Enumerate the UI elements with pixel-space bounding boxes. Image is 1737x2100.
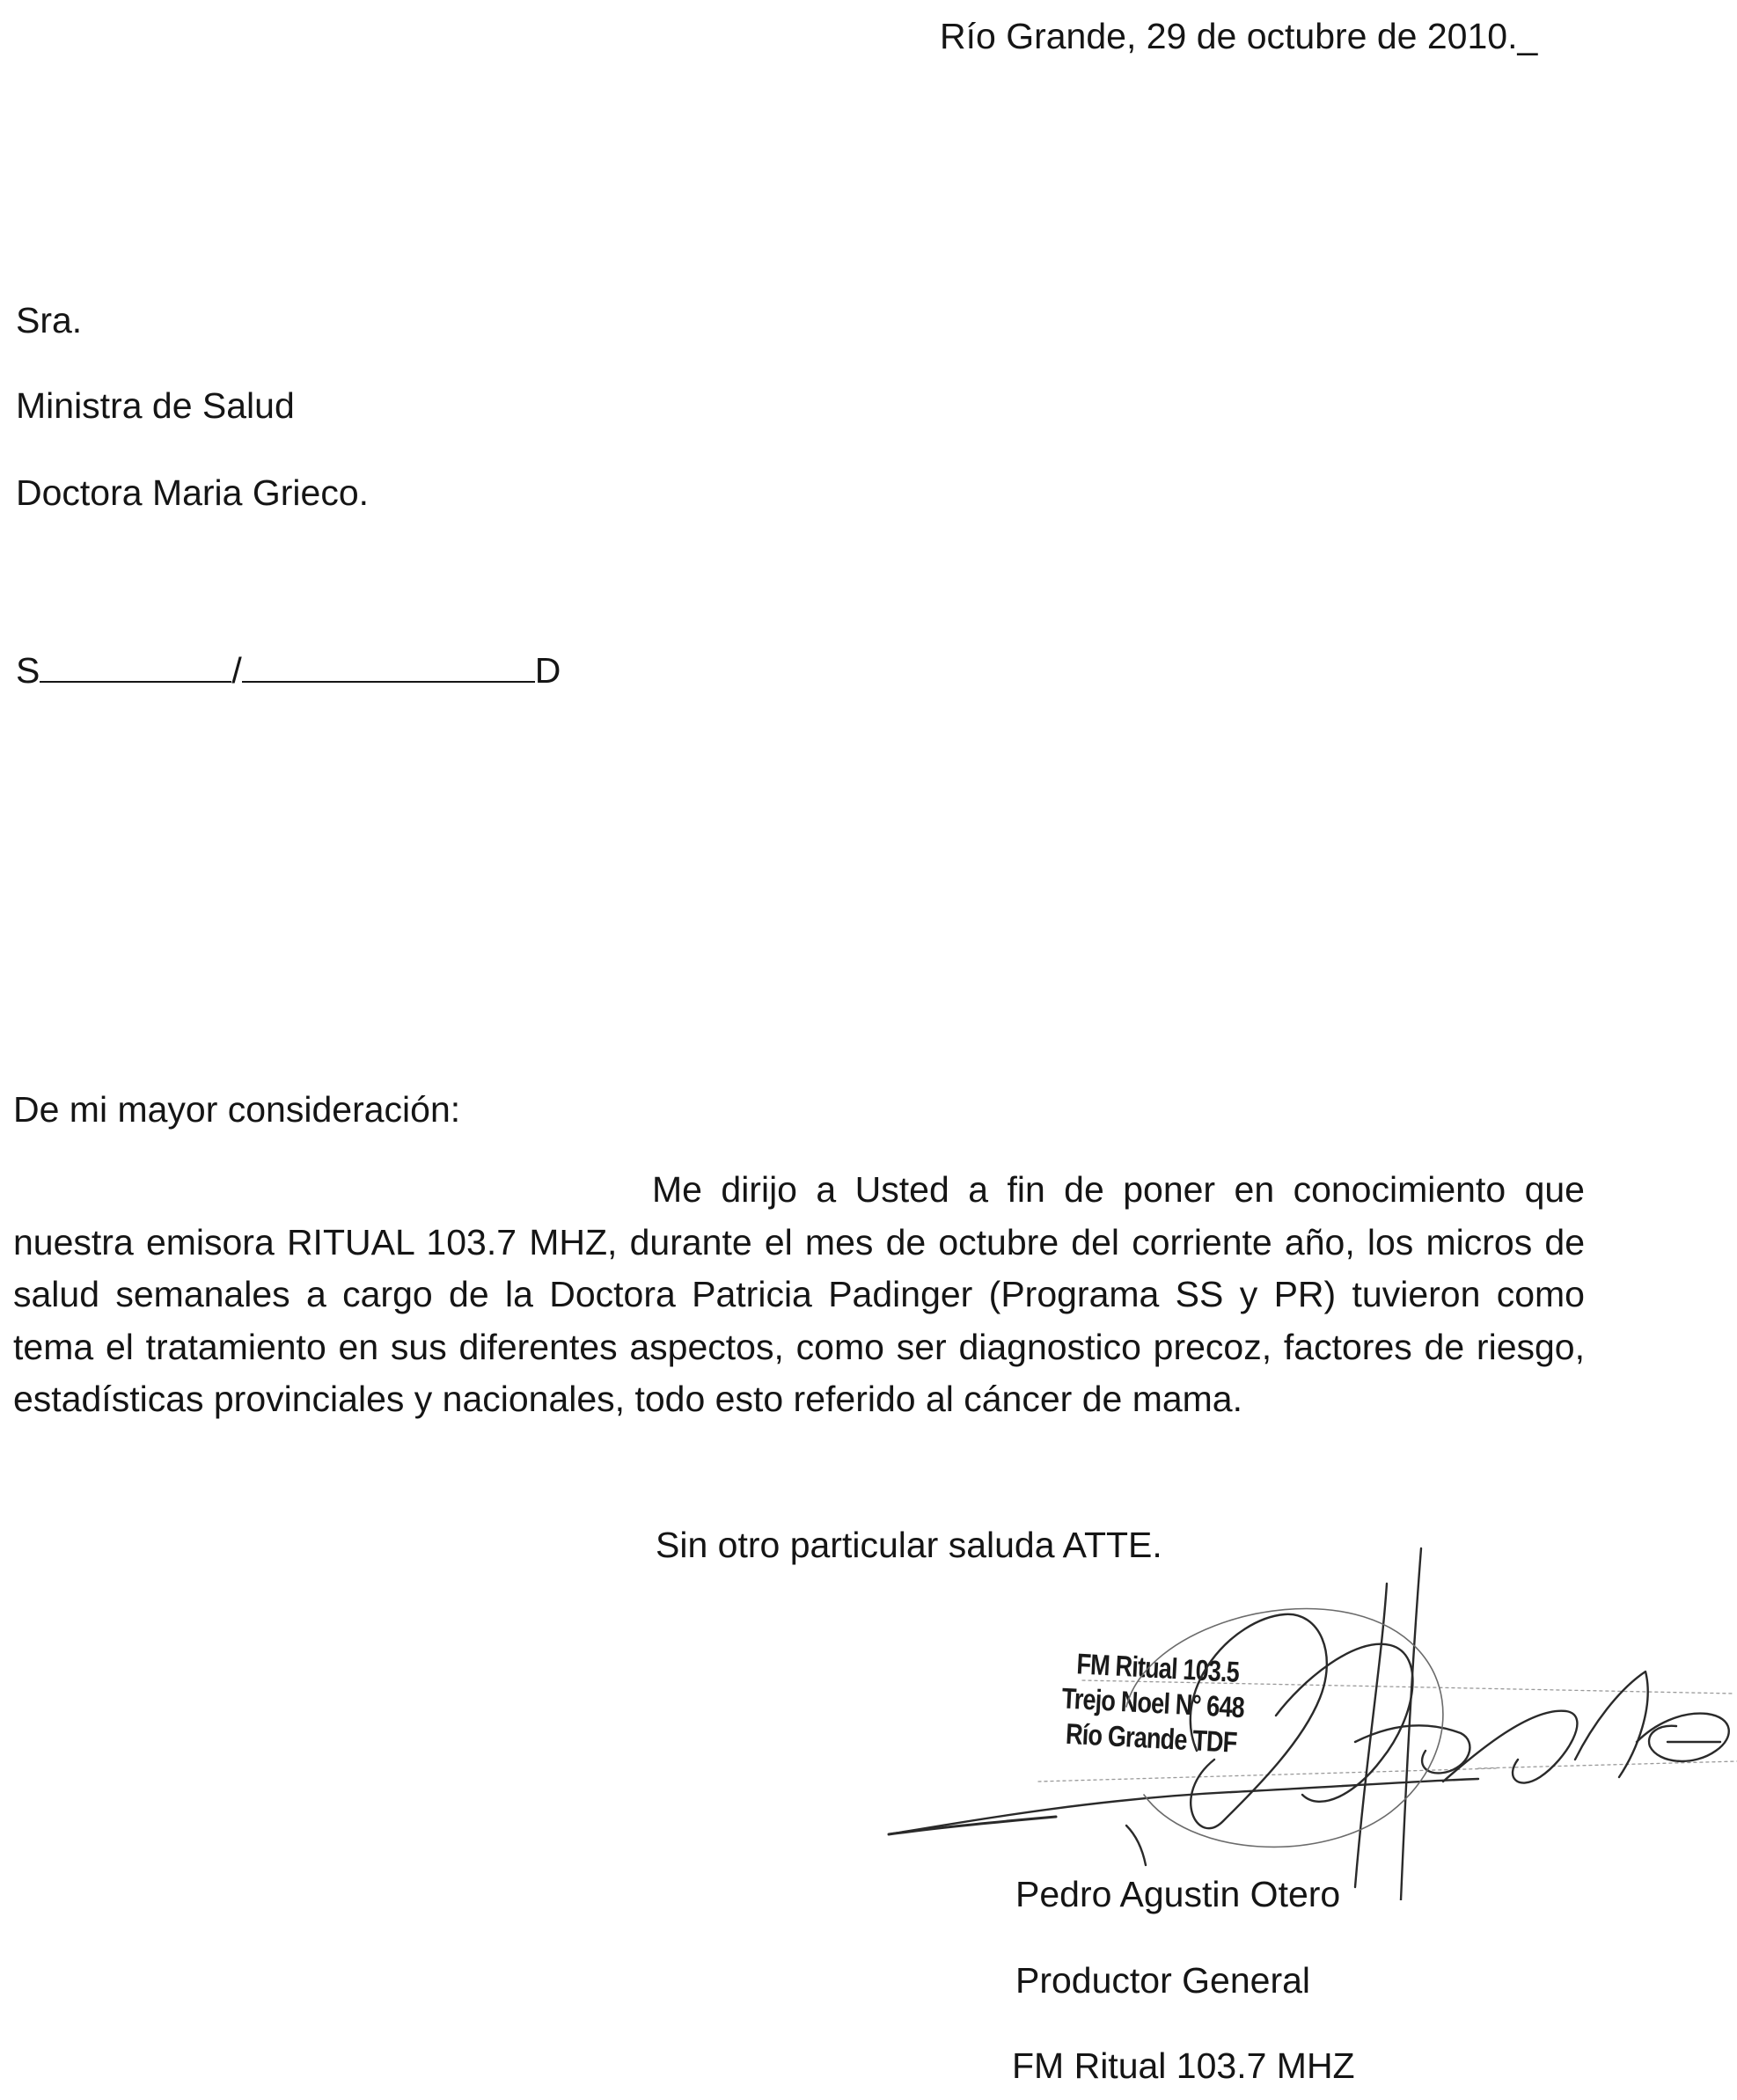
sd-slash: /	[231, 650, 242, 691]
sd-s: S	[16, 650, 40, 691]
signer-organization: FM Ritual 103.7 MHZ	[1012, 2045, 1355, 2086]
recipient-position: Ministra de Salud	[16, 385, 295, 426]
greeting: De mi mayor consideración:	[13, 1089, 461, 1130]
sd-d: D	[534, 650, 561, 691]
sd-rule-right	[242, 651, 535, 683]
stamp-line-3: Río Grande TDF	[1065, 1716, 1238, 1759]
stamp-line-2: Trejo Noel N° 648	[1060, 1681, 1245, 1724]
stamp-line-1: FM Ritual 103.5	[1075, 1647, 1240, 1688]
date-line: Río Grande, 29 de octubre de 2010._	[940, 16, 1538, 56]
recipient-salutation: Sra.	[16, 300, 83, 340]
body-paragraph: Me dirijo a Usted a fin de poner en conocimiento que nuestra emisora RITUAL 103.7 MHZ, durante el mes de octubre del corriente año, los micros de salud semanales a cargo de la Doctora Patricia Padinger (Programa SS y PR) tuvieron como tema el tratamiento en sus diferentes aspectos, como ser diagnostico precoz, factores de riesgo, estadísticas provinciales y nacionales, todo esto referido al cáncer de mama.	[13, 1169, 1585, 1419]
recipient-name: Doctora Maria Grieco.	[16, 472, 370, 513]
handwritten-signature	[862, 1531, 1737, 1900]
sd-line	[16, 645, 561, 696]
closing-line: Sin otro particular saluda ATTE.	[656, 1525, 1162, 1565]
signer-name: Pedro Agustin Otero	[1015, 1874, 1341, 1914]
signer-title: Productor General	[1015, 1960, 1311, 2001]
sd-rule-left	[40, 651, 231, 683]
